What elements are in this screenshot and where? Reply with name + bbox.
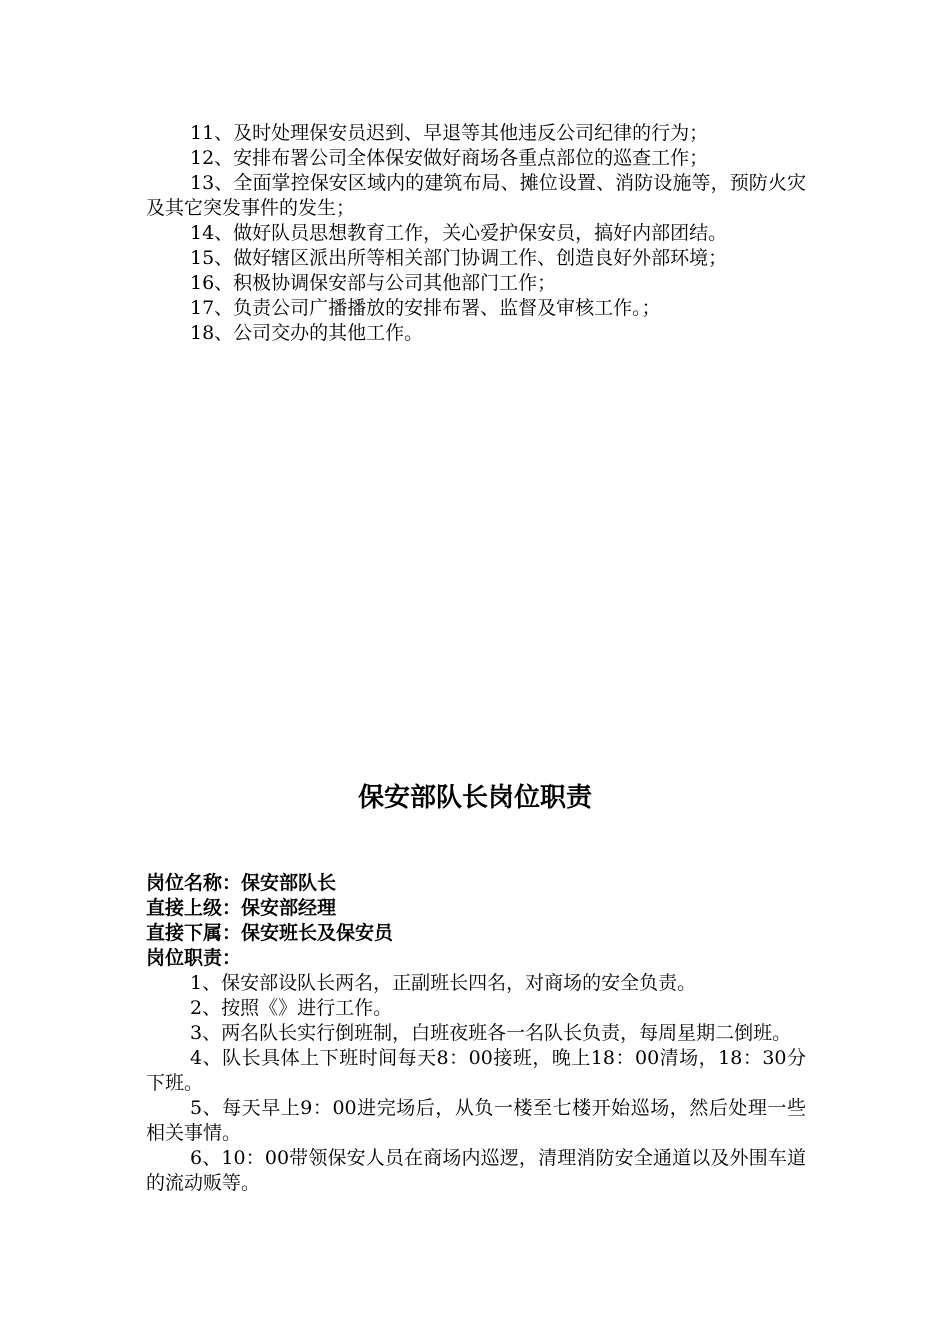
duty-item-17: 17、负责公司广播播放的安排布署、监督及审核工作。； [190, 297, 661, 319]
captain-duties-list [146, 971, 806, 1196]
captain-duty-item-2: 2、按照《》进行工作。 [190, 997, 393, 1019]
duty-item-11: 11、及时处理保安员迟到、早退等其他违反公司纪律的行为； [190, 122, 709, 144]
duties-heading: 岗位职责： [146, 947, 242, 969]
page-title: 保安部队长岗位职责 [357, 783, 592, 813]
position-name: 岗位名称：保安部队长 [146, 872, 337, 894]
duty-item-18: 18、公司交办的其他工作。 [190, 322, 424, 344]
captain-duty-item-1: 1、保安部设队长两名，正副班长四名，对商场的安全负责。 [190, 972, 697, 994]
duty-item-15: 15、做好辖区派出所等相关部门协调工作、创造良好外部环境； [190, 247, 728, 269]
direct-superior: 直接上级：保安部经理 [146, 897, 337, 919]
duties-list-continued [146, 121, 806, 346]
position-info [146, 871, 806, 971]
duty-item-14: 14、做好队员思想教育工作，关心爱护保安员，搞好内部团结。 [190, 222, 728, 244]
captain-duty-item-3: 3、两名队长实行倒班制，白班夜班各一名队长负责，每周星期二倒班。 [190, 1022, 792, 1044]
duty-item-16: 16、积极协调保安部与公司其他部门工作； [190, 272, 557, 294]
captain-duty-item-6: 6、10：00带领保安人员在商场内巡逻，清理消防安全通道以及外围车道的流动贩等。 [146, 1147, 806, 1194]
captain-duty-item-5: 5、每天早上9：00进完场后，从负一楼至七楼开始巡场，然后处理一些相关事情。 [146, 1097, 806, 1144]
captain-duty-item-4: 4、队长具体上下班时间每天8：00接班，晚上18：00清场，18：30分下班。 [146, 1047, 806, 1094]
direct-subordinates: 直接下属：保安班长及保安员 [146, 922, 394, 944]
duty-item-13: 13、全面掌控保安区域内的建筑布局、摊位设置、消防设施等，预防火灾及其它突发事件的发生； [146, 172, 806, 219]
duty-item-12: 12、安排布署公司全体保安做好商场各重点部位的巡查工作； [190, 147, 709, 169]
